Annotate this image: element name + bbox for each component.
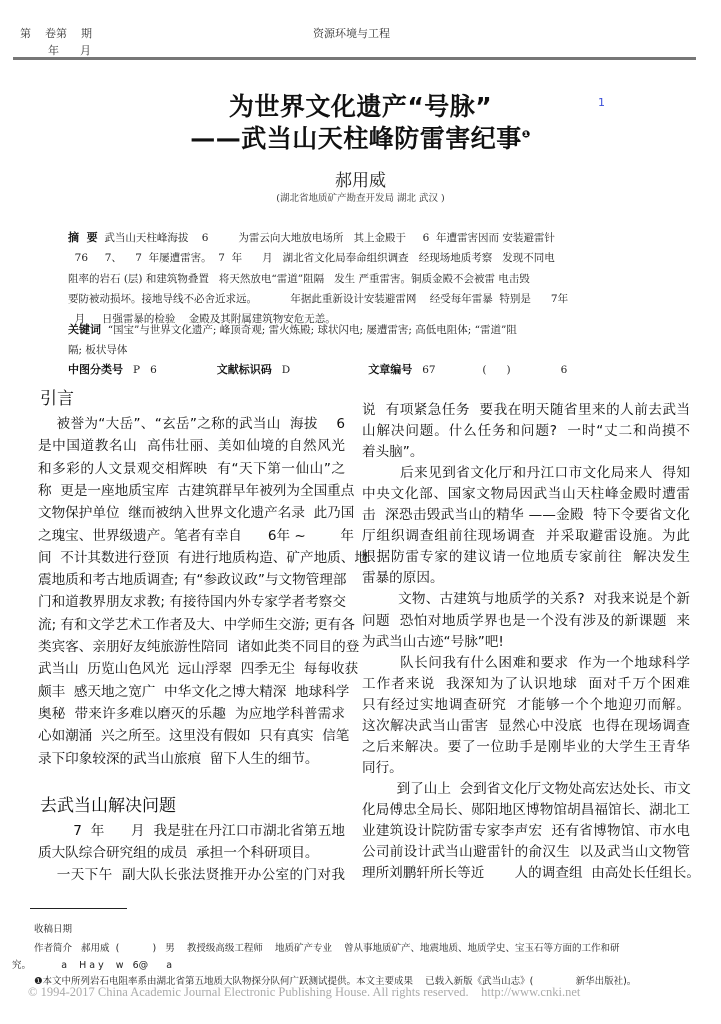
body-text-line: 文物、古建筑与地质学的关系? 对我来说是个新 <box>362 591 690 608</box>
body-text-line: 雷暴的原因。 <box>362 570 444 587</box>
abstract-line-1 <box>68 229 555 245</box>
body-text-line: 中央文化部、国家文物局因武当山天柱峰金殿时遭雷 <box>362 486 690 503</box>
page-marker: 1 <box>598 96 605 109</box>
body-text-line: 着头脑”。 <box>362 444 424 461</box>
author-affiliation: (湖北省地质矿产勘查开发局 湖北 武汉 ) <box>276 193 445 204</box>
body-text-line: 7 年 月 我是驻在丹江口市湖北省第五地 <box>38 823 345 839</box>
body-text-line: 流; 有和文学艺术工作者及大、中学师生交游; 更有各 <box>38 616 355 633</box>
subtitle: ——武当山天柱峰防雷害纪事 <box>190 124 522 153</box>
body-text-line: 奥秘 带来许多难以磨灭的乐趣 为应地学科普需求 <box>38 705 345 722</box>
title-footnote-mark: ❶ <box>521 129 531 141</box>
header-rule <box>13 57 696 60</box>
abstract-label: 摘 要 <box>68 231 98 244</box>
body-text-line: 后来见到省文化厅和丹江口市文化局来人 得知 <box>362 465 690 482</box>
body-text-line: 到了山上 会到省文化厅文物处高宏达处长、市文 <box>362 780 691 797</box>
body-text-line: 之后来解决。要了一位助手是刚毕业的大学生王青华 <box>362 738 690 755</box>
body-text-line: 击 深恐击毁武当山的精华 ——金殿 特下令要省文化 <box>362 507 690 524</box>
footnote-author-bio-cont: 究。 a H a y w 6@ a <box>12 960 173 971</box>
body-text-line: 被誉为“大岳”、“玄岳”之称的武当山 海拔 6 <box>38 416 345 432</box>
body-text-line: 和多彩的人文景观交相辉映 有“天下第一仙山”之 <box>38 460 345 477</box>
body-text-line: 类宾客、亲朋好友纯旅游性陪同 诸如此类不同目的登 <box>38 639 360 655</box>
abstract-line-3: 阻率的岩石 (层) 和建筑物叠置 将天然放电“雷道”阻隔 发生 严重雷害。铜质金殿不会被雷 电击毁 <box>68 273 530 285</box>
body-text-line: 厅组织调查组前往现场调查 并采取避雷设施。为此 <box>362 528 690 545</box>
body-text-line: 为武当山古迹“号脉”吧! <box>362 633 504 650</box>
keywords-line-1 <box>68 321 517 337</box>
article-no-value: 67 ( ) 6 <box>422 364 568 376</box>
footnote-received: 收稿日期 <box>34 924 73 935</box>
body-text-line: 一天下午 副大队长张法贤推开办公室的门对我 <box>38 867 345 884</box>
abstract-line-2: 76 7、 7 年屡遭雷害。 7 年 月 湖北省文化局奉命组织调查 经现场地质考察 发现不同电 <box>68 252 555 264</box>
body-text-line: 队长问我有什么困难和要求 作为一个地球科学 <box>362 654 690 671</box>
body-text-line: 文物保护单位 继而被纳入世界文化遗产名录 此乃国 <box>38 505 355 522</box>
body-text-line: 颇丰 感天地之宽广 中华文化之博大精深 地球科学 <box>38 683 350 700</box>
abstract-text: 武当山天柱峰海拔 6 为雷云向大地放电场所 其上金殿于 6 年遭雷害因而 安装避雷针 <box>104 232 555 244</box>
body-text-line: 说 有项紧急任务 要我在明天随省里来的人前去武当 <box>362 402 690 418</box>
keywords-line-2: 隔; 板状导体 <box>68 344 128 356</box>
journal-year-month: 年 月 <box>48 44 91 57</box>
doc-code-value: D <box>281 364 291 376</box>
journal-name: 资源环境与工程 <box>313 27 390 40</box>
footnote-author-bio: 作者简介 郝用威 ( ) 男 教授级高级工程师 地质矿产专业 曾从事地质矿产、地震地质、地质学史、宝玉石等方面的工作和研 <box>34 943 620 954</box>
journal-issue: 第 卷第 期 <box>20 27 92 40</box>
body-text-line: 心如潮涌 兴之所至。这里没有假如 只有真实 信笔 <box>38 728 350 745</box>
abstract-line-5: 月 日强雷暴的检验 金殿及其附属建筑物安危无恙。 <box>68 313 336 325</box>
body-text-line: 问题 恐怕对地质学界也是一个没有涉及的新课题 来 <box>362 612 690 629</box>
author-name: 郝用威 <box>335 171 386 191</box>
body-text-line: 同行。 <box>362 759 403 776</box>
article-title-line1: 为世界文化遗产“号脉” <box>228 92 493 121</box>
body-text-line: 这次解决武当山雷害 显然心中没底 也得在现场调查 <box>362 717 690 734</box>
footnote-rule <box>30 908 127 909</box>
footnote-note1: ❶本文中所列岩石电阻率系由湖北省第五地质大队物探分队何广跃测试提供。本文主要成果 已载入新版《武当山志》( 新华出版社)。 <box>34 976 637 987</box>
article-no-label: 文章编号 <box>368 363 413 376</box>
body-text-line: 震地质和考古地质调查; 有“参政议政”与文物管理部 <box>38 572 347 589</box>
body-text-line: 业建筑设计院防雷专家李声宏 还有省博物馆、市水电 <box>362 823 690 839</box>
body-text-line: 门和道教界朋友求教; 有接待国内外专家学者考察交 <box>38 594 346 611</box>
body-text-line: 工作者来说 我深知为了认识地球 面对千万个困难 <box>362 675 690 692</box>
body-text-line: 间 不计其数进行登顶 有进行地质构造、矿产地质、地 <box>38 549 368 566</box>
abstract-line-4: 要防被动损坏。接地导线不必舍近求远。 年据此重新设计安装避雷网 经受每年雷暴 特别是 7年 <box>68 293 569 305</box>
clc-value: P 6 <box>133 364 157 376</box>
body-text-line: 之瑰宝、世界级遗产。笔者有幸自 6年 ~ 年 <box>38 527 354 544</box>
body-text-line: 称 更是一座地质宝库 古建筑群早年被列为全国重点 <box>38 482 355 499</box>
copyright-watermark: © 1994-2017 China Academic Journal Electronic Publishing House. All rights reserved. http://www.cnki.net <box>28 985 581 999</box>
keywords-text: “国宝”与世界文化遗产; 峰顶奇观; 雷火炼殿; 球状闪电; 屡遭雷害; 高低电阻体; “雷道”阻 <box>107 324 517 336</box>
body-text-line: 只有经过实地调查研究 才能够一个个地迎刃而解。 <box>362 696 690 713</box>
section-heading-2: 去武当山解决问题 <box>40 796 176 816</box>
body-text-line: 根据防雷专家的建议请一位地质专家前往 解决发生 <box>362 549 690 566</box>
clc-label: 中图分类号 <box>68 363 123 376</box>
body-text-line: 是中国道教名山 高伟壮丽、美如仙境的自然风光 <box>38 438 345 455</box>
body-text-line: 理所刘鹏轩所长等近 人的调查组 由高处长任组长。 <box>362 865 700 882</box>
body-text-line: 录下印象较深的武当山旅痕 留下人生的细节。 <box>38 750 319 767</box>
article-title-line2 <box>0 119 721 155</box>
doc-code-label: 文献标识码 <box>216 363 272 376</box>
body-text-line: 山解决问题。什么任务和问题? 一时“丈二和尚摸不 <box>362 423 690 440</box>
body-text-line: 武当山 历览山色风光 远山浮翠 四季无尘 每每收获 <box>38 661 359 678</box>
body-text-line: 质大队综合研究组的成员 承担一个科研项目。 <box>38 845 319 862</box>
body-text-line: 公司前设计武当山避雷针的俞汉生 以及武当山文物管 <box>362 844 690 861</box>
body-text-line: 化局傅忠全局长、郧阳地区博物馆胡昌福馆长、湖北工 <box>362 801 690 818</box>
keywords-label: 关键词 <box>68 323 101 336</box>
section-heading-intro: 引言 <box>40 389 74 409</box>
classification-row <box>68 361 567 377</box>
